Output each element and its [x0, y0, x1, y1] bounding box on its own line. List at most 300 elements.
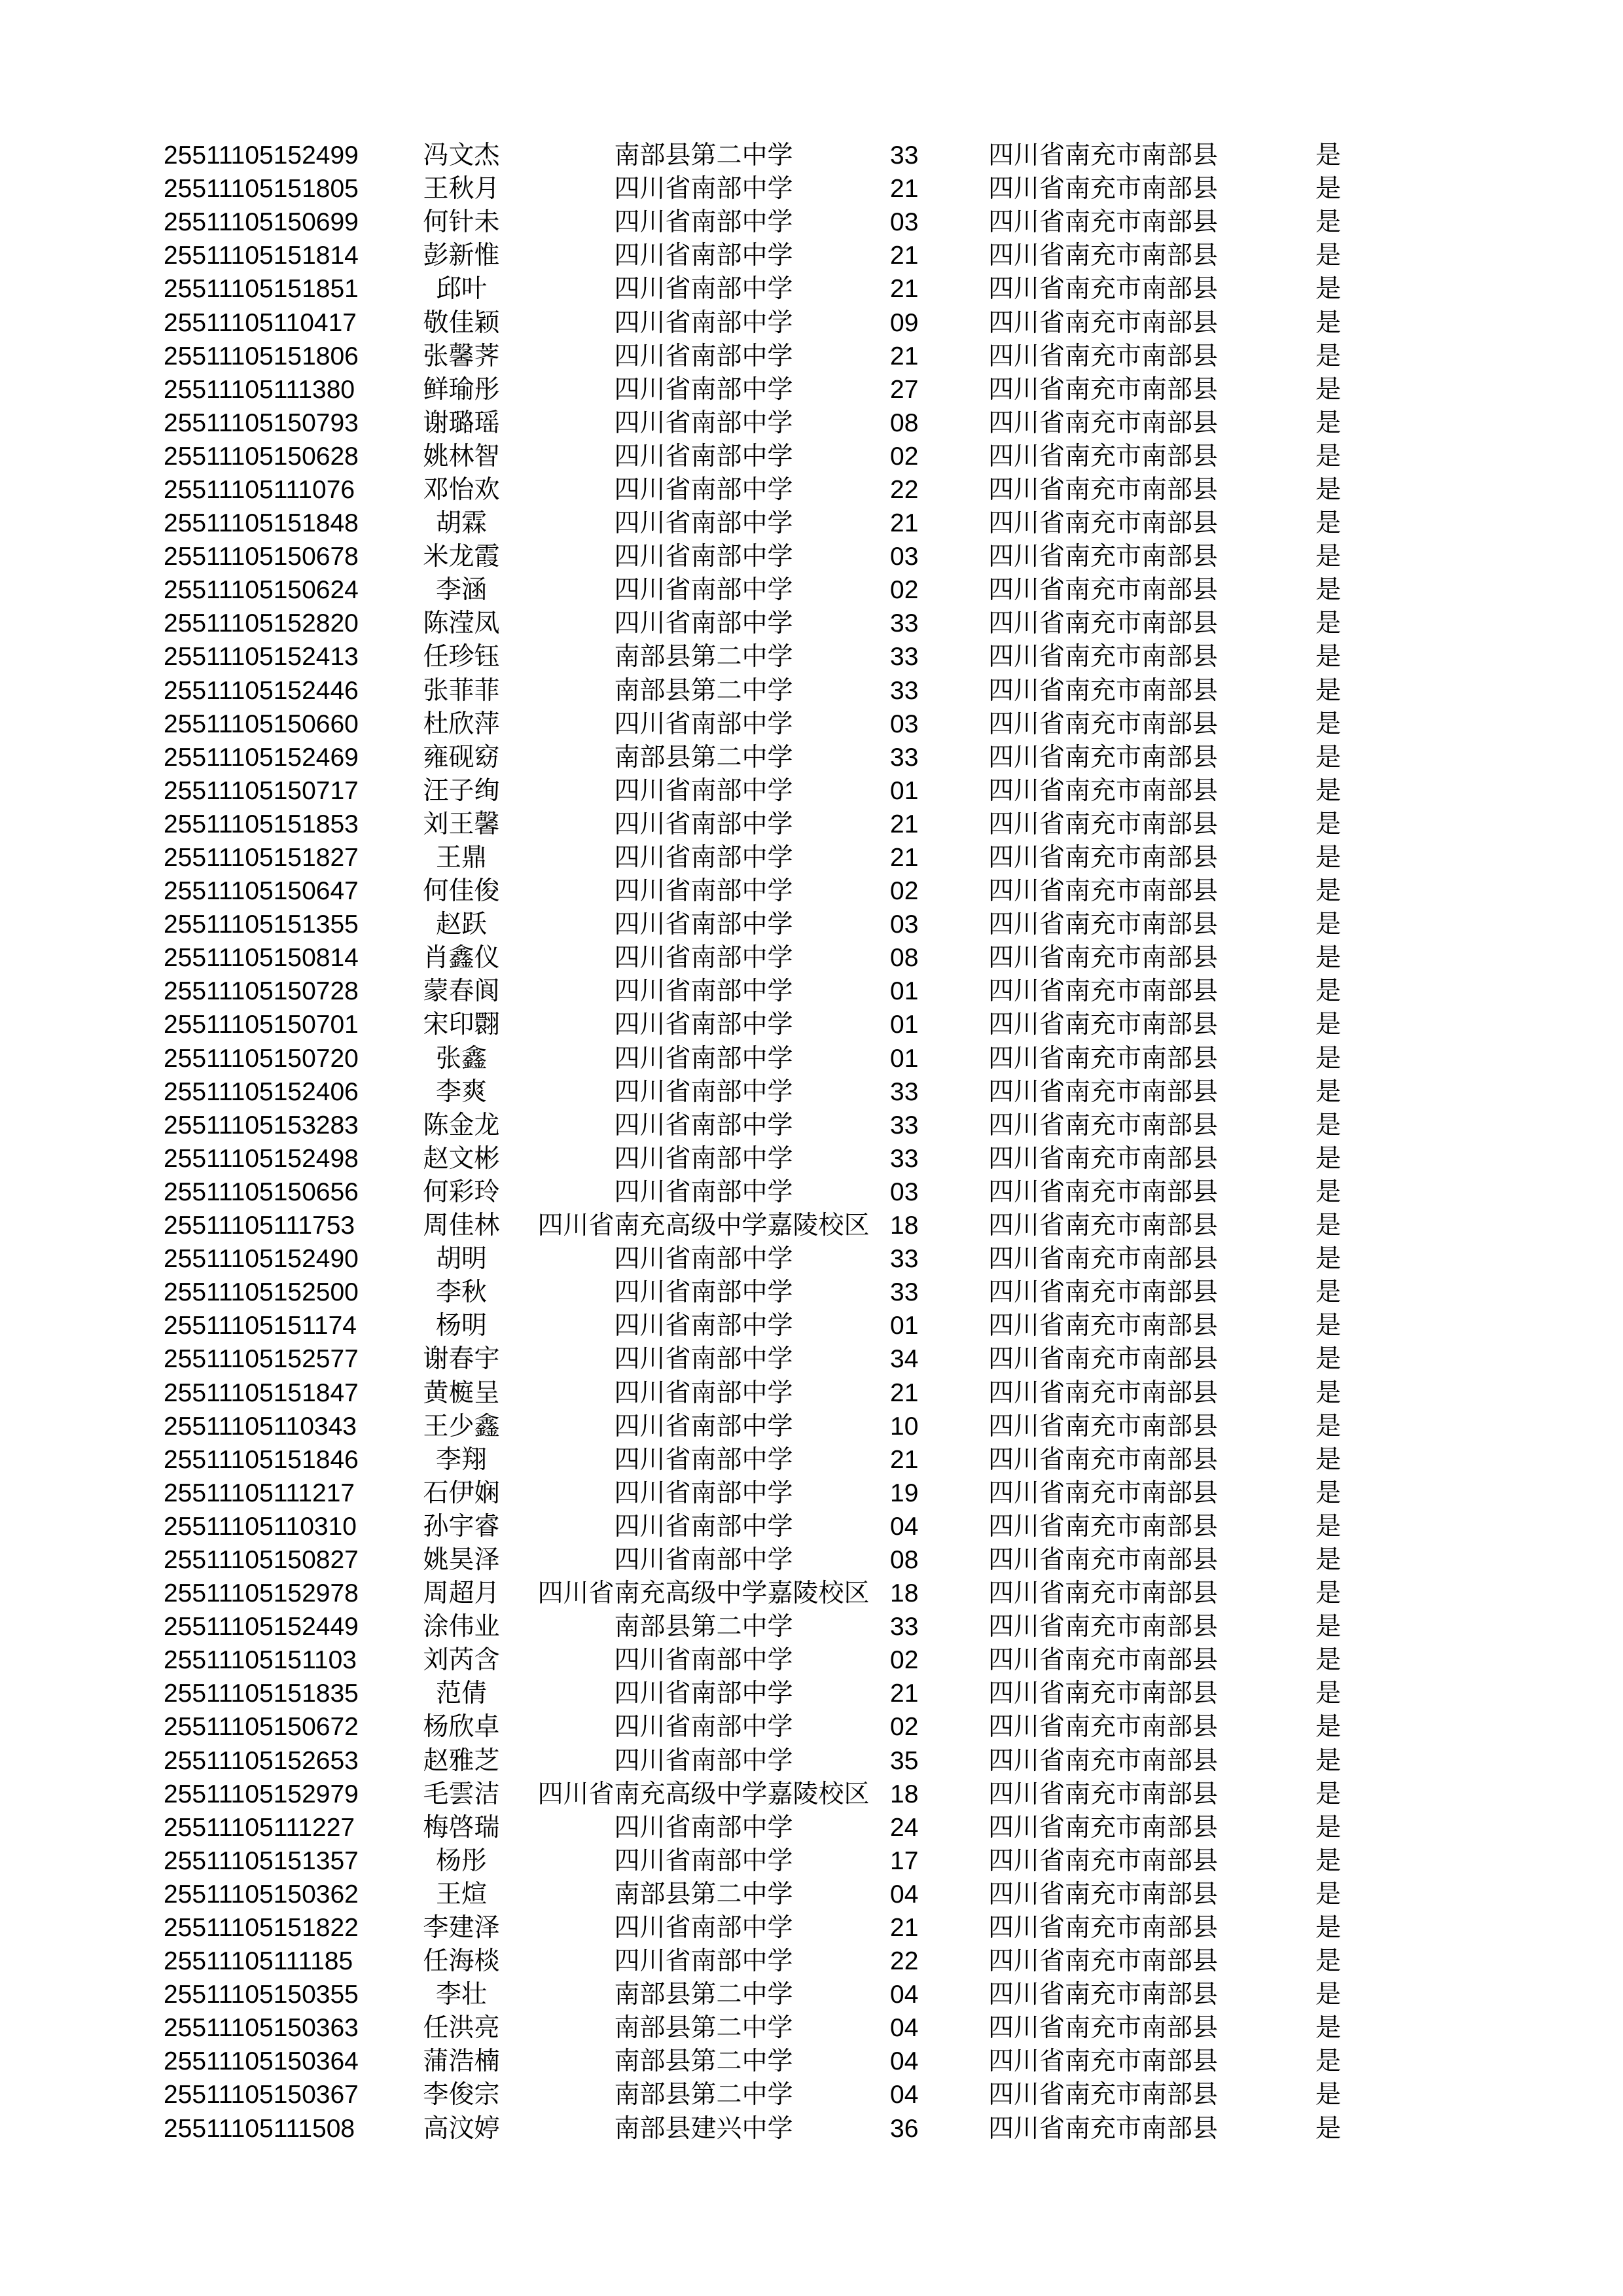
exam-number-cell: 25511105151103	[164, 1646, 357, 1675]
table-row	[0, 239, 1623, 272]
eligibility-flag-cell: 是	[1315, 943, 1342, 973]
eligibility-flag-cell: 是	[1315, 1545, 1342, 1575]
row-margin	[0, 406, 164, 440]
region-cell: 四川省南充市南部县	[988, 374, 1219, 404]
exam-number-cell: 25511105150364	[164, 2047, 359, 2076]
region-cell: 四川省南充市南部县	[988, 609, 1219, 639]
exam-number-cell: 25511105152653	[164, 1746, 359, 1775]
eligibility-flag-cell: 是	[1315, 241, 1342, 271]
student-name-cell: 杜欣萍	[423, 709, 500, 739]
region-cell: 四川省南充市南部县	[988, 1077, 1219, 1107]
category-code-cell: 02	[890, 576, 919, 605]
region-cell: 四川省南充市南部县	[988, 207, 1219, 238]
row-margin	[0, 507, 164, 540]
row-margin	[0, 1978, 164, 2011]
row-margin	[0, 1376, 164, 1409]
table-row	[0, 1878, 1623, 1911]
school-cell: 四川省南充高级中学嘉陵校区	[537, 1779, 870, 1809]
row-margin	[0, 1510, 164, 1543]
student-name-cell: 邱叶	[435, 274, 487, 304]
school-cell: 四川省南部中学	[614, 1043, 793, 1073]
row-margin	[0, 774, 164, 808]
region-cell: 四川省南充市南部县	[988, 642, 1219, 672]
school-cell: 四川省南部中学	[614, 441, 793, 471]
category-code-cell: 02	[890, 877, 919, 906]
category-code-cell: 17	[890, 1846, 919, 1875]
school-cell: 南部县第二中学	[614, 642, 793, 672]
row-margin	[0, 1911, 164, 1945]
category-code-cell: 01	[890, 776, 919, 805]
region-cell: 四川省南充市南部县	[988, 542, 1219, 572]
eligibility-flag-cell: 是	[1315, 408, 1342, 438]
school-cell: 四川省南部中学	[614, 408, 793, 438]
table-row	[0, 1911, 1623, 1945]
region-cell: 四川省南充市南部县	[988, 1779, 1219, 1809]
student-name-cell: 毛雲洁	[423, 1779, 500, 1809]
region-cell: 四川省南充市南部县	[988, 1344, 1219, 1374]
school-cell: 四川省南部中学	[614, 1545, 793, 1575]
school-cell: 四川省南部中学	[614, 174, 793, 204]
region-cell: 四川省南充市南部县	[988, 1679, 1219, 1709]
student-name-cell: 何佳俊	[423, 876, 500, 906]
row-margin	[0, 272, 164, 306]
eligibility-flag-cell: 是	[1315, 1278, 1342, 1308]
school-cell: 四川省南部中学	[614, 274, 793, 304]
eligibility-flag-cell: 是	[1315, 675, 1342, 706]
eligibility-flag-cell: 是	[1315, 1411, 1342, 1441]
school-cell: 四川省南部中学	[614, 1411, 793, 1441]
category-code-cell: 04	[890, 2047, 919, 2076]
row-margin	[0, 1744, 164, 1778]
region-cell: 四川省南充市南部县	[988, 876, 1219, 906]
region-cell: 四川省南充市南部县	[988, 441, 1219, 471]
eligibility-flag-cell: 是	[1315, 1879, 1342, 1909]
region-cell: 四川省南充市南部县	[988, 1211, 1219, 1241]
eligibility-flag-cell: 是	[1315, 742, 1342, 772]
eligibility-flag-cell: 是	[1315, 2047, 1342, 2077]
exam-number-cell: 25511105151806	[164, 342, 359, 370]
school-cell: 四川省南部中学	[614, 1846, 793, 1876]
exam-number-cell: 25511105152413	[164, 643, 359, 672]
exam-number-cell: 25511105151814	[164, 242, 359, 270]
region-cell: 四川省南充市南部县	[988, 1579, 1219, 1609]
exam-number-cell: 25511105150717	[164, 776, 359, 805]
school-cell: 四川省南部中学	[614, 341, 793, 371]
school-cell: 四川省南部中学	[614, 910, 793, 940]
category-code-cell: 02	[890, 442, 919, 471]
row-margin	[0, 1276, 164, 1309]
exam-number-cell: 25511105152577	[164, 1345, 359, 1374]
region-cell: 四川省南充市南部县	[988, 1980, 1219, 2010]
eligibility-flag-cell: 是	[1315, 609, 1342, 639]
exam-number-cell: 25511105111076	[164, 475, 355, 504]
region-cell: 四川省南充市南部县	[988, 1612, 1219, 1642]
student-name-cell: 任海棪	[423, 1946, 500, 1977]
category-code-cell: 04	[890, 2014, 919, 2043]
exam-number-cell: 25511105150367	[164, 2081, 359, 2109]
category-code-cell: 33	[890, 743, 919, 772]
school-cell: 南部县第二中学	[614, 141, 793, 171]
row-margin	[0, 640, 164, 673]
eligibility-flag-cell: 是	[1315, 509, 1342, 539]
exam-number-cell: 25511105153283	[164, 1111, 359, 1139]
eligibility-flag-cell: 是	[1315, 1746, 1342, 1776]
table-row	[0, 373, 1623, 406]
region-cell: 四川省南充市南部县	[988, 1010, 1219, 1040]
exam-number-cell: 25511105152979	[164, 1780, 359, 1808]
category-code-cell: 09	[890, 308, 919, 337]
student-name-cell: 王少鑫	[423, 1411, 500, 1441]
row-margin	[0, 573, 164, 607]
exam-number-cell: 25511105150827	[164, 1545, 359, 1574]
student-name-cell: 刘芮含	[423, 1645, 500, 1676]
eligibility-flag-cell: 是	[1315, 475, 1342, 505]
region-cell: 四川省南充市南部县	[988, 2013, 1219, 2043]
eligibility-flag-cell: 是	[1315, 1579, 1342, 1609]
student-name-cell: 张鑫	[435, 1043, 487, 1073]
exam-number-cell: 25511105152820	[164, 609, 359, 638]
exam-number-cell: 25511105151355	[164, 910, 359, 939]
student-name-cell: 姚昊泽	[423, 1545, 500, 1575]
student-name-cell: 李爽	[435, 1077, 487, 1107]
exam-number-cell: 25511105152500	[164, 1278, 359, 1307]
eligibility-flag-cell: 是	[1315, 1077, 1342, 1107]
student-name-cell: 王煊	[435, 1879, 487, 1909]
region-cell: 四川省南充市南部县	[988, 1511, 1219, 1541]
roster-table	[0, 139, 1623, 2145]
school-cell: 四川省南部中学	[614, 509, 793, 539]
student-name-cell: 肖鑫仪	[423, 943, 500, 973]
category-code-cell: 33	[890, 676, 919, 705]
row-margin	[0, 1844, 164, 1878]
school-cell: 南部县第二中学	[614, 742, 793, 772]
eligibility-flag-cell: 是	[1315, 2013, 1342, 2043]
table-row	[0, 1978, 1623, 2011]
table-row	[0, 774, 1623, 808]
student-name-cell: 何彩玲	[423, 1177, 500, 1207]
table-row	[0, 607, 1623, 640]
category-code-cell: 08	[890, 944, 919, 973]
category-code-cell: 22	[890, 475, 919, 504]
student-name-cell: 胡霖	[435, 509, 487, 539]
table-row	[0, 1242, 1623, 1276]
table-row	[0, 1443, 1623, 1477]
school-cell: 四川省南部中学	[614, 1712, 793, 1742]
category-code-cell: 33	[890, 1077, 919, 1106]
table-row	[0, 2045, 1623, 2078]
table-row	[0, 206, 1623, 239]
table-row	[0, 1577, 1623, 1610]
category-code-cell: 04	[890, 1981, 919, 2009]
student-name-cell: 李壮	[435, 1980, 487, 2010]
student-name-cell: 邓怡欢	[423, 475, 500, 505]
table-row	[0, 1075, 1623, 1109]
school-cell: 四川省南部中学	[614, 1812, 793, 1842]
table-row	[0, 741, 1623, 774]
eligibility-flag-cell: 是	[1315, 1712, 1342, 1742]
student-name-cell: 赵雅芝	[423, 1746, 500, 1776]
region-cell: 四川省南充市南部县	[988, 910, 1219, 940]
student-name-cell: 陈金龙	[423, 1110, 500, 1140]
student-name-cell: 胡明	[435, 1244, 487, 1274]
row-margin	[0, 674, 164, 708]
student-name-cell: 陈滢凤	[423, 609, 500, 639]
exam-number-cell: 25511105150728	[164, 977, 359, 1006]
table-row	[0, 1811, 1623, 1844]
region-cell: 四川省南充市南部县	[988, 776, 1219, 806]
exam-number-cell: 25511105110310	[164, 1512, 357, 1541]
table-row	[0, 1710, 1623, 1744]
school-cell: 南部县第二中学	[614, 1980, 793, 2010]
table-row	[0, 139, 1623, 172]
student-name-cell: 杨欣卓	[423, 1712, 500, 1742]
school-cell: 四川省南部中学	[614, 1444, 793, 1475]
exam-number-cell: 25511105150701	[164, 1011, 359, 1039]
row-margin	[0, 1710, 164, 1744]
category-code-cell: 03	[890, 208, 919, 237]
school-cell: 四川省南充高级中学嘉陵校区	[537, 1579, 870, 1609]
category-code-cell: 21	[890, 242, 919, 270]
table-row	[0, 1744, 1623, 1778]
category-code-cell: 21	[890, 175, 919, 204]
row-margin	[0, 473, 164, 507]
category-code-cell: 01	[890, 1011, 919, 1039]
table-row	[0, 1844, 1623, 1878]
eligibility-flag-cell: 是	[1315, 274, 1342, 304]
exam-number-cell: 25511105111185	[164, 1947, 353, 1976]
eligibility-flag-cell: 是	[1315, 1913, 1342, 1943]
student-name-cell: 黄榳呈	[423, 1378, 500, 1408]
school-cell: 四川省南部中学	[614, 1378, 793, 1408]
exam-number-cell: 25511105151851	[164, 275, 359, 304]
eligibility-flag-cell: 是	[1315, 141, 1342, 171]
school-cell: 四川省南部中学	[614, 1946, 793, 1977]
exam-number-cell: 25511105150672	[164, 1713, 359, 1742]
eligibility-flag-cell: 是	[1315, 1946, 1342, 1977]
school-cell: 四川省南部中学	[614, 1278, 793, 1308]
school-cell: 四川省南部中学	[614, 809, 793, 839]
category-code-cell: 10	[890, 1412, 919, 1441]
row-margin	[0, 1677, 164, 1710]
category-code-cell: 33	[890, 643, 919, 672]
row-margin	[0, 306, 164, 339]
exam-number-cell: 25511105150699	[164, 208, 359, 237]
region-cell: 四川省南充市南部县	[988, 141, 1219, 171]
student-name-cell: 石伊娴	[423, 1478, 500, 1508]
table-row	[0, 2011, 1623, 2045]
row-margin	[0, 2045, 164, 2078]
student-name-cell: 张菲菲	[423, 675, 500, 706]
exam-number-cell: 25511105150814	[164, 944, 359, 973]
eligibility-flag-cell: 是	[1315, 2080, 1342, 2110]
region-cell: 四川省南充市南部县	[988, 341, 1219, 371]
student-name-cell: 涂伟业	[423, 1612, 500, 1642]
region-cell: 四川省南充市南部县	[988, 675, 1219, 706]
table-row	[0, 1610, 1623, 1643]
eligibility-flag-cell: 是	[1315, 709, 1342, 739]
table-row	[0, 1342, 1623, 1376]
category-code-cell: 03	[890, 709, 919, 738]
table-row	[0, 1677, 1623, 1710]
eligibility-flag-cell: 是	[1315, 174, 1342, 204]
eligibility-flag-cell: 是	[1315, 1378, 1342, 1408]
eligibility-flag-cell: 是	[1315, 308, 1342, 338]
exam-number-cell: 25511105150355	[164, 1981, 359, 2009]
category-code-cell: 02	[890, 1646, 919, 1675]
eligibility-flag-cell: 是	[1315, 1143, 1342, 1174]
category-code-cell: 21	[890, 1445, 919, 1474]
table-row	[0, 306, 1623, 339]
student-name-cell: 赵跃	[435, 910, 487, 940]
region-cell: 四川省南充市南部县	[988, 1812, 1219, 1842]
student-name-cell: 刘王馨	[423, 809, 500, 839]
table-row	[0, 708, 1623, 741]
row-margin	[0, 874, 164, 908]
row-margin	[0, 1477, 164, 1510]
student-name-cell: 汪子绚	[423, 776, 500, 806]
row-margin	[0, 139, 164, 172]
student-name-cell: 姚林智	[423, 441, 500, 471]
table-row	[0, 573, 1623, 607]
row-margin	[0, 1042, 164, 1075]
eligibility-flag-cell: 是	[1315, 1612, 1342, 1642]
row-margin	[0, 540, 164, 573]
category-code-cell: 27	[890, 375, 919, 404]
exam-number-cell: 25511105150362	[164, 1880, 359, 1909]
student-name-cell: 雍砚窈	[423, 742, 500, 772]
row-margin	[0, 1577, 164, 1610]
category-code-cell: 33	[890, 1144, 919, 1173]
exam-number-cell: 25511105150660	[164, 709, 359, 738]
category-code-cell: 03	[890, 910, 919, 939]
table-row	[0, 874, 1623, 908]
school-cell: 南部县第二中学	[614, 2013, 793, 2043]
student-name-cell: 范倩	[435, 1679, 487, 1709]
school-cell: 四川省南部中学	[614, 709, 793, 739]
category-code-cell: 04	[890, 1512, 919, 1541]
row-margin	[0, 1342, 164, 1376]
table-row	[0, 975, 1623, 1008]
exam-number-cell: 25511105152498	[164, 1144, 359, 1173]
row-margin	[0, 1109, 164, 1142]
region-cell: 四川省南充市南部县	[988, 308, 1219, 338]
student-name-cell: 谢春宇	[423, 1344, 500, 1374]
student-name-cell: 米龙霞	[423, 542, 500, 572]
row-margin	[0, 1610, 164, 1643]
table-row	[0, 808, 1623, 841]
row-margin	[0, 373, 164, 406]
school-cell: 四川省南部中学	[614, 542, 793, 572]
exam-number-cell: 25511105111380	[164, 375, 355, 404]
region-cell: 四川省南充市南部县	[988, 2113, 1219, 2144]
eligibility-flag-cell: 是	[1315, 1846, 1342, 1876]
table-row	[0, 406, 1623, 440]
table-row	[0, 172, 1623, 206]
school-cell: 四川省南部中学	[614, 308, 793, 338]
region-cell: 四川省南充市南部县	[988, 1378, 1219, 1408]
region-cell: 四川省南充市南部县	[988, 1478, 1219, 1508]
table-row	[0, 1109, 1623, 1142]
category-code-cell: 21	[890, 509, 919, 538]
row-margin	[0, 1309, 164, 1342]
table-row	[0, 941, 1623, 975]
category-code-cell: 21	[890, 342, 919, 370]
exam-number-cell: 25511105150793	[164, 408, 359, 437]
table-row	[0, 1778, 1623, 1811]
category-code-cell: 35	[890, 1746, 919, 1775]
student-name-cell: 冯文杰	[423, 141, 500, 171]
region-cell: 四川省南充市南部县	[988, 2080, 1219, 2110]
school-cell: 四川省南部中学	[614, 1746, 793, 1776]
eligibility-flag-cell: 是	[1315, 207, 1342, 238]
student-name-cell: 周超月	[423, 1579, 500, 1609]
eligibility-flag-cell: 是	[1315, 575, 1342, 605]
school-cell: 四川省南部中学	[614, 1344, 793, 1374]
school-cell: 四川省南部中学	[614, 374, 793, 404]
eligibility-flag-cell: 是	[1315, 1311, 1342, 1341]
table-row	[0, 272, 1623, 306]
category-code-cell: 04	[890, 2081, 919, 2109]
exam-number-cell: 25511105151805	[164, 175, 359, 204]
exam-number-cell: 25511105151827	[164, 844, 359, 872]
eligibility-flag-cell: 是	[1315, 843, 1342, 873]
eligibility-flag-cell: 是	[1315, 341, 1342, 371]
student-name-cell: 王鼎	[435, 843, 487, 873]
table-row	[0, 1008, 1623, 1041]
category-code-cell: 34	[890, 1345, 919, 1374]
school-cell: 四川省南部中学	[614, 475, 793, 505]
region-cell: 四川省南充市南部县	[988, 1244, 1219, 1274]
student-name-cell: 李秋	[435, 1278, 487, 1308]
row-margin	[0, 206, 164, 239]
student-name-cell: 周佳林	[423, 1211, 500, 1241]
student-name-cell: 李建泽	[423, 1913, 500, 1943]
category-code-cell: 21	[890, 844, 919, 872]
eligibility-flag-cell: 是	[1315, 1211, 1342, 1241]
school-cell: 南部县第二中学	[614, 2080, 793, 2110]
eligibility-flag-cell: 是	[1315, 1980, 1342, 2010]
eligibility-flag-cell: 是	[1315, 1043, 1342, 1073]
category-code-cell: 36	[890, 2114, 919, 2143]
exam-number-cell: 25511105152499	[164, 141, 359, 170]
category-code-cell: 08	[890, 408, 919, 437]
row-margin	[0, 340, 164, 373]
eligibility-flag-cell: 是	[1315, 1478, 1342, 1508]
row-margin	[0, 2112, 164, 2145]
student-name-cell: 王秋月	[423, 174, 500, 204]
row-margin	[0, 172, 164, 206]
exam-number-cell: 25511105152446	[164, 676, 359, 705]
exam-number-cell: 25511105152469	[164, 743, 359, 772]
category-code-cell: 08	[890, 1545, 919, 1574]
school-cell: 四川省南部中学	[614, 1311, 793, 1341]
eligibility-flag-cell: 是	[1315, 1110, 1342, 1140]
region-cell: 四川省南充市南部县	[988, 509, 1219, 539]
exam-number-cell: 25511105151822	[164, 1914, 359, 1943]
row-margin	[0, 1811, 164, 1844]
region-cell: 四川省南充市南部县	[988, 1846, 1219, 1876]
eligibility-flag-cell: 是	[1315, 1812, 1342, 1842]
category-code-cell: 22	[890, 1947, 919, 1976]
table-row	[0, 440, 1623, 473]
exam-number-cell: 25511105150624	[164, 576, 359, 605]
exam-number-cell: 25511105110343	[164, 1412, 357, 1441]
school-cell: 四川省南部中学	[614, 943, 793, 973]
eligibility-flag-cell: 是	[1315, 1010, 1342, 1040]
exam-number-cell: 25511105151848	[164, 509, 359, 538]
eligibility-flag-cell: 是	[1315, 374, 1342, 404]
row-margin	[0, 1643, 164, 1677]
